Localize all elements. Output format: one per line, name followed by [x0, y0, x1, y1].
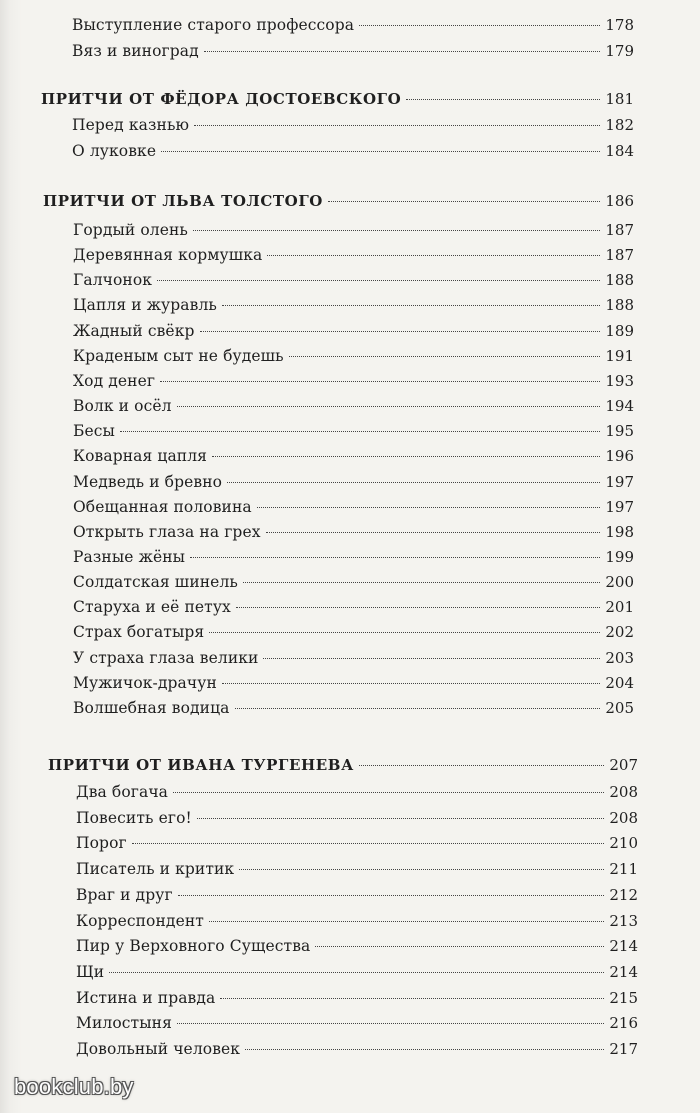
page-number: 200 [605, 573, 634, 591]
dot-leader [209, 921, 604, 922]
toc-entry [76, 963, 638, 986]
entry-title: Щи [76, 963, 105, 981]
dot-leader [220, 998, 604, 999]
page-number: 205 [605, 699, 634, 717]
page-number: 201 [605, 598, 634, 616]
entry-title: Довольный человек [76, 1040, 241, 1058]
entry-title: Порог [76, 834, 127, 852]
page-number: 210 [609, 834, 638, 852]
dot-leader [173, 792, 604, 793]
dot-leader [235, 708, 601, 709]
entry-title: Мужичок-драчун [73, 674, 217, 692]
toc-entry [73, 447, 634, 470]
toc-entry [76, 1040, 638, 1063]
page-number: 217 [609, 1040, 638, 1058]
dot-leader [193, 230, 600, 231]
entry-title: Истина и правда [76, 989, 216, 1007]
page-number: 197 [605, 473, 634, 491]
entry-title: Деревянная кормушка [73, 246, 263, 264]
section-title: ПРИТЧИ ОТ ФЁДОРА ДОСТОЕВСКОГО [41, 90, 402, 108]
dot-leader [190, 557, 600, 558]
entry-title: Разные жёны [73, 548, 186, 566]
dot-leader [289, 356, 601, 357]
entry-title: Два богача [76, 783, 169, 801]
page-number: 189 [605, 322, 634, 340]
page-number: 187 [605, 221, 634, 239]
toc-entry [72, 42, 634, 65]
toc-entry [73, 623, 634, 646]
toc-entry [76, 860, 638, 883]
dot-leader [359, 765, 604, 766]
toc-entry [73, 246, 634, 269]
dot-leader [263, 658, 600, 659]
toc-entry [73, 296, 634, 319]
toc-entry [73, 674, 634, 697]
page-number: 212 [609, 886, 638, 904]
toc-entry [73, 221, 634, 244]
section-heading [48, 756, 638, 782]
page-number: 178 [605, 16, 634, 34]
toc-entry [76, 989, 638, 1012]
toc-entry [72, 142, 634, 165]
page-number: 197 [605, 498, 634, 516]
entry-title: Корреспондент [76, 912, 204, 930]
dot-leader [197, 818, 605, 819]
toc-entry [76, 783, 638, 806]
entry-title: Враг и друг [76, 886, 173, 904]
page-number: 191 [605, 347, 634, 365]
toc-entry [73, 598, 634, 621]
dot-leader [177, 1023, 604, 1024]
entry-title: Цапля и журавль [73, 296, 217, 314]
entry-title: Галчонок [73, 271, 153, 289]
entry-title: Гордый олень [73, 221, 188, 239]
watermark: bookclub.by [14, 1074, 134, 1099]
section-title: ПРИТЧИ ОТ ЛЬВА ТОЛСТОГО [43, 192, 323, 210]
page-number: 195 [605, 422, 634, 440]
entry-title: Страх богатыря [73, 623, 205, 641]
entry-title: Обещанная половина [73, 498, 252, 516]
dot-leader [236, 607, 600, 608]
dot-leader [209, 632, 600, 633]
dot-leader [160, 381, 600, 382]
dot-leader [245, 1049, 604, 1050]
entry-title: Волк и осёл [73, 397, 172, 415]
page-number: 194 [605, 397, 634, 415]
toc-entry [76, 937, 638, 960]
dot-leader [194, 125, 600, 126]
entry-title: Вяз и виноград [72, 42, 199, 60]
page-number: 208 [609, 783, 638, 801]
section-heading [43, 192, 634, 218]
entry-title: Открыть глаза на грех [73, 523, 261, 541]
toc-entry [72, 116, 634, 139]
entry-title: Бесы [73, 422, 115, 440]
entry-title: Старуха и её петух [73, 598, 231, 616]
dot-leader [132, 843, 605, 844]
entry-title: О луковке [72, 142, 157, 160]
dot-leader [212, 456, 600, 457]
page-number: 199 [605, 548, 634, 566]
toc-entry [73, 271, 634, 294]
page-number: 186 [605, 192, 634, 210]
page-number: 211 [609, 860, 638, 878]
dot-leader [177, 406, 601, 407]
toc-entry [73, 573, 634, 596]
page-number: 216 [609, 1014, 638, 1032]
dot-leader [222, 305, 600, 306]
toc-entry [73, 473, 634, 496]
dot-leader [315, 946, 604, 947]
dot-leader [266, 532, 601, 533]
page-number: 213 [609, 912, 638, 930]
page-number: 204 [605, 674, 634, 692]
entry-title: Повесить его! [76, 809, 192, 827]
page-number: 208 [609, 809, 638, 827]
dot-leader [120, 431, 600, 432]
entry-title: Пир у Верховного Существа [76, 937, 311, 955]
entry-title: Ход денег [73, 372, 156, 390]
page-number: 214 [609, 937, 638, 955]
dot-leader [257, 507, 601, 508]
entry-title: Перед казнью [72, 116, 190, 134]
toc-entry [72, 16, 634, 39]
section-title: ПРИТЧИ ОТ ИВАНА ТУРГЕНЕВА [48, 756, 354, 774]
dot-leader [267, 255, 600, 256]
page-number: 188 [605, 271, 634, 289]
entry-title: Волшебная водица [73, 699, 230, 717]
page-number: 179 [605, 42, 634, 60]
toc-entry [73, 523, 634, 546]
entry-title: Краденым сыт не будешь [73, 347, 284, 365]
toc-entry [73, 422, 634, 445]
toc-entry [76, 886, 638, 909]
entry-title: Медведь и бревно [73, 473, 223, 491]
dot-leader [239, 869, 604, 870]
page-number: 187 [605, 246, 634, 264]
toc-entry [73, 397, 634, 420]
dot-leader [243, 582, 600, 583]
entry-title: Коварная цапля [73, 447, 208, 465]
page-number: 214 [609, 963, 638, 981]
toc-entry [73, 498, 634, 521]
dot-leader [109, 972, 604, 973]
dot-leader [161, 151, 600, 152]
entry-title: Милостыня [76, 1014, 172, 1032]
entry-title: У страха глаза велики [73, 649, 259, 667]
page-number: 184 [605, 142, 634, 160]
dot-leader [222, 683, 600, 684]
page-number: 198 [605, 523, 634, 541]
entry-title: Жадный свёкр [73, 322, 195, 340]
toc-entry [73, 649, 634, 672]
dot-leader [328, 201, 600, 202]
section-heading [41, 90, 634, 116]
toc-entry [76, 809, 638, 832]
page-number: 182 [605, 116, 634, 134]
entry-title: Выступление старого профессора [72, 16, 355, 34]
page-number: 196 [605, 447, 634, 465]
page-number: 193 [605, 372, 634, 390]
page-number: 215 [609, 989, 638, 1007]
page-number: 202 [605, 623, 634, 641]
dot-leader [204, 51, 601, 52]
page-number: 203 [605, 649, 634, 667]
page-number: 188 [605, 296, 634, 314]
dot-leader [227, 482, 600, 483]
toc-entry [76, 1014, 638, 1037]
dot-leader [359, 25, 600, 26]
toc-entry [73, 548, 634, 571]
toc-entry [73, 347, 634, 370]
toc-entry [73, 699, 634, 722]
dot-leader [157, 280, 600, 281]
dot-leader [178, 895, 605, 896]
dot-leader [200, 331, 601, 332]
page-number: 181 [605, 90, 634, 108]
toc-entry [76, 834, 638, 857]
toc-entry [76, 912, 638, 935]
dot-leader [406, 99, 600, 100]
toc-entry [73, 322, 634, 345]
entry-title: Писатель и критик [76, 860, 235, 878]
page-number: 207 [609, 756, 638, 774]
toc-entry [73, 372, 634, 395]
entry-title: Солдатская шинель [73, 573, 238, 591]
